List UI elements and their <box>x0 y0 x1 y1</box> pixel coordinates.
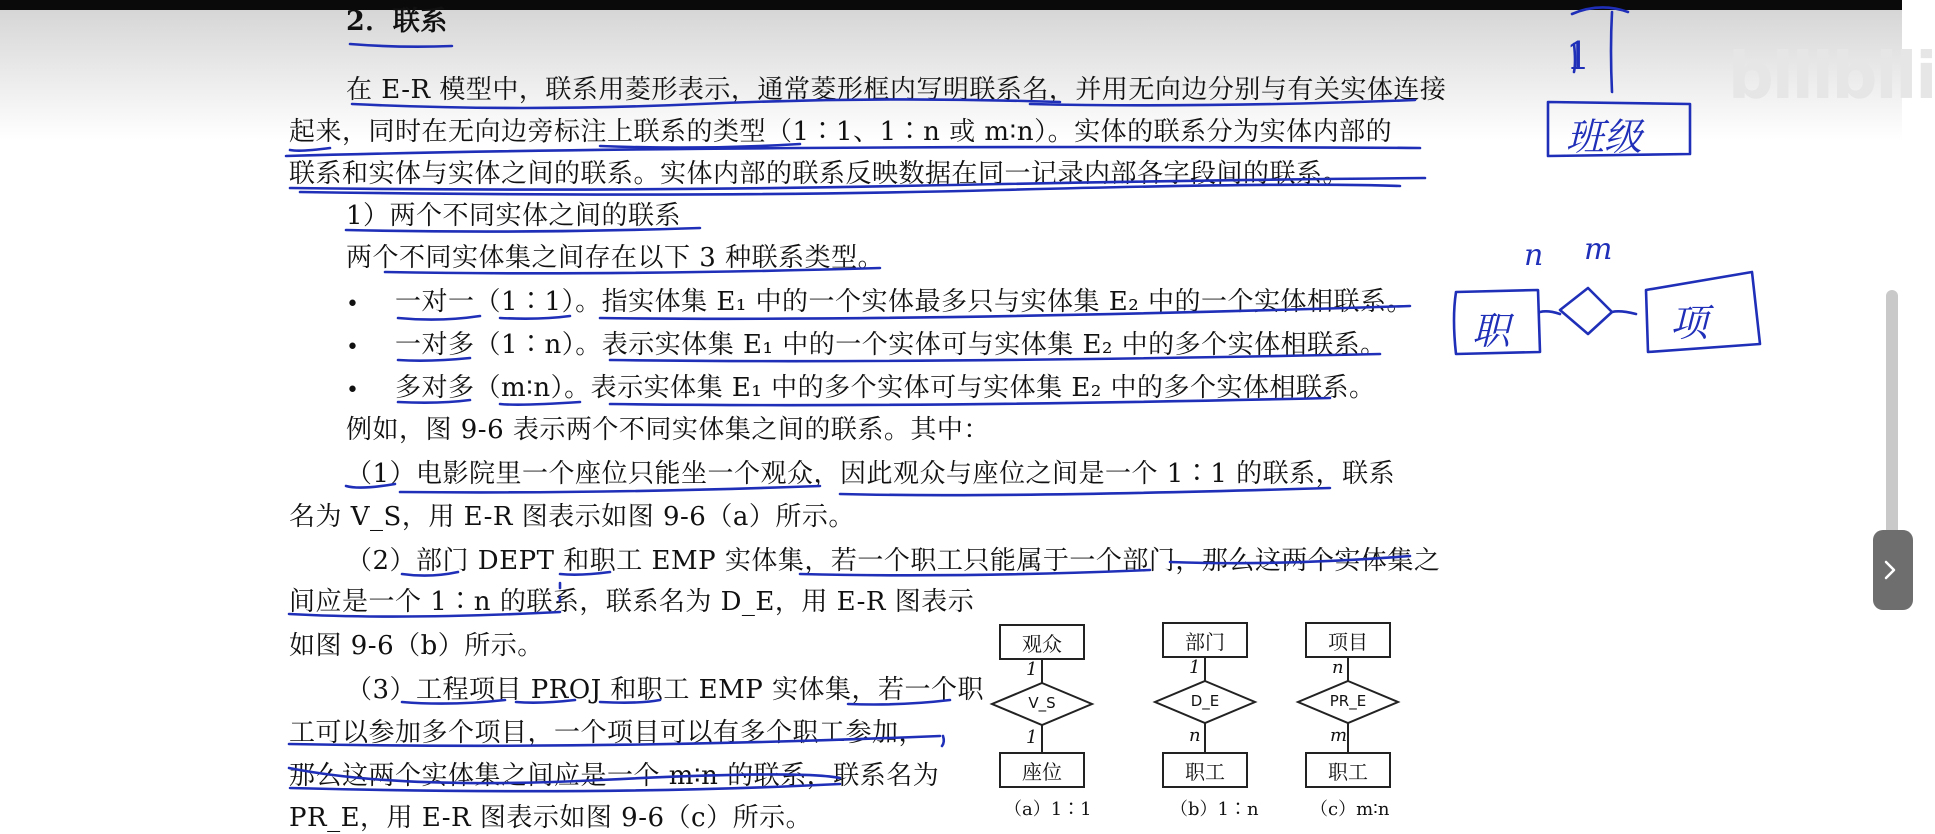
bullet-item: 一对多（1∶n）。表示实体集 E₁ 中的一个实体可与实体集 E₂ 中的多个实体相联系。 <box>395 330 1387 360</box>
ink-underline <box>402 700 505 704</box>
ink-underline <box>500 402 580 405</box>
example-line: 如图 9-6（b）所示。 <box>289 631 544 661</box>
relationship-label: V_S <box>1028 694 1056 712</box>
paragraph-line: 联系和实体与实体之间的联系。实体内部的联系反映数据在同一记录内部各字段间的联系。 <box>289 159 1350 189</box>
ink-underline <box>346 484 395 488</box>
ink-note <box>1572 7 1628 14</box>
example-line: 名为 V_S，用 E-R 图表示如图 9-6（a）所示。 <box>289 502 855 532</box>
example-line: 工可以参加多个项目，一个项目可以有多个职工参加， <box>289 718 926 748</box>
ink-note <box>1611 12 1612 92</box>
ink-underline <box>1030 100 1415 105</box>
example-line: （1）电影院里一个座位只能坐一个观众，因此观众与座位之间是一个 1∶1 的联系，联系 <box>346 459 1396 489</box>
relationship-label: PR_E <box>1329 692 1367 710</box>
ink-underline <box>289 768 840 783</box>
ink-underline <box>289 612 560 617</box>
example-line: 那么这两个实体集之间应是一个 m∶n 的联系，联系名为 <box>289 761 940 791</box>
ink-underline <box>350 44 452 47</box>
entity-box-project: 项目 <box>1305 622 1391 658</box>
example-line: 间应是一个 1∶n 的联系，联系名为 D_E，用 E-R 图表示 <box>289 587 975 617</box>
ink-note-text: 项 <box>1670 301 1709 345</box>
paragraph-line: 例如，图 9-6 表示两个不同实体集之间的联系。其中： <box>346 415 990 445</box>
paragraph-line: 两个不同实体集之间存在以下 3 种联系类型。 <box>346 243 885 273</box>
ink-underline <box>289 736 940 746</box>
bilibili-watermark: bilibili <box>1728 40 1935 114</box>
ink-underline <box>398 316 480 320</box>
ink-underline <box>400 486 820 492</box>
ink-underline <box>600 306 1410 319</box>
ink-note-diamond <box>1560 288 1612 334</box>
example-line: （2）部门 DEPT 和职工 EMP 实体集，若一个职工只能属于一个部门，那么这两个实体集之 <box>346 546 1441 576</box>
paragraph-line: 起来，同时在无向边旁标注上联系的类型（1∶1、1∶n 或 m∶n）。实体的联系分为实体内部的 <box>289 117 1393 147</box>
relationship-label: D_E <box>1190 692 1220 710</box>
example-line: PR_E，用 E-R 图表示如图 9-6（c）所示。 <box>289 803 813 833</box>
ink-underline <box>286 147 1420 156</box>
ink-note-text: 班级 <box>1566 115 1643 159</box>
cardinality-label: 1 <box>1189 657 1201 678</box>
bullet-dot: • <box>346 292 360 317</box>
ink-underline <box>398 400 470 403</box>
figure-caption: （b）1∶n <box>1170 799 1259 820</box>
entity-box-audience: 观众 <box>999 624 1085 660</box>
ink-underline <box>398 358 470 361</box>
ink-underline <box>402 572 458 576</box>
ink-mark <box>942 736 944 746</box>
entity-box-department: 部门 <box>1162 622 1248 658</box>
ink-underline <box>346 228 700 232</box>
ink-underline <box>560 572 610 575</box>
ink-underline <box>500 316 570 319</box>
chevron-right-icon <box>1883 559 1897 581</box>
bullet-dot: • <box>346 378 360 403</box>
ink-note <box>1612 311 1636 314</box>
ink-underline <box>352 99 1060 108</box>
ink-underline <box>848 700 950 705</box>
figure-caption: （a）1∶1 <box>1004 799 1092 820</box>
ink-underline <box>385 268 880 273</box>
ink-note-text: m <box>1584 232 1613 267</box>
ink-underline <box>1170 556 1410 563</box>
bullet-dot: • <box>346 335 360 360</box>
ink-note <box>1540 311 1560 314</box>
entity-box-employee: 职工 <box>1305 752 1391 788</box>
ink-note-text: n <box>1524 238 1544 273</box>
subsection-title: 1）两个不同实体之间的联系 <box>346 201 682 231</box>
ink-underline <box>290 784 840 791</box>
cardinality-label: 1 <box>1026 659 1038 680</box>
scrollbar-thumb[interactable] <box>1886 290 1898 550</box>
entity-box-employee: 职工 <box>1162 752 1248 788</box>
ink-underline <box>516 700 575 703</box>
cardinality-label: n <box>1332 657 1344 678</box>
paragraph-line: 在 E-R 模型中，联系用菱形表示，通常菱形框内写明联系名，并用无向边分别与有关实体连接 <box>346 75 1447 105</box>
figure-caption: （c）m∶n <box>1310 799 1390 820</box>
example-line: （3）工程项目 PROJ 和职工 EMP 实体集，若一个职 <box>346 675 985 705</box>
ink-underline <box>610 354 1380 361</box>
ink-underline <box>290 148 330 151</box>
ink-underline <box>610 398 1330 405</box>
bullet-item: 一对一（1∶1）。指实体集 E₁ 中的一个实体最多只与实体集 E₂ 中的一个实体相联系。 <box>395 287 1413 317</box>
cardinality-label: 1 <box>1026 727 1038 748</box>
section-title: 2．联系 <box>346 6 448 37</box>
bullet-item: 多对多（m∶n）。表示实体集 E₁ 中的多个实体可与实体集 E₂ 中的多个实体相联系。 <box>395 373 1376 403</box>
ink-note-text: 1 <box>1566 34 1591 78</box>
ink-note-text: 职 <box>1472 309 1511 353</box>
cardinality-label: n <box>1189 725 1201 746</box>
ink-underline <box>800 570 1150 575</box>
side-expand-button[interactable] <box>1873 530 1913 610</box>
cardinality-label: m <box>1330 725 1348 746</box>
ink-underline <box>840 488 1330 495</box>
ink-underline <box>600 700 660 703</box>
entity-box-seat: 座位 <box>999 752 1085 788</box>
